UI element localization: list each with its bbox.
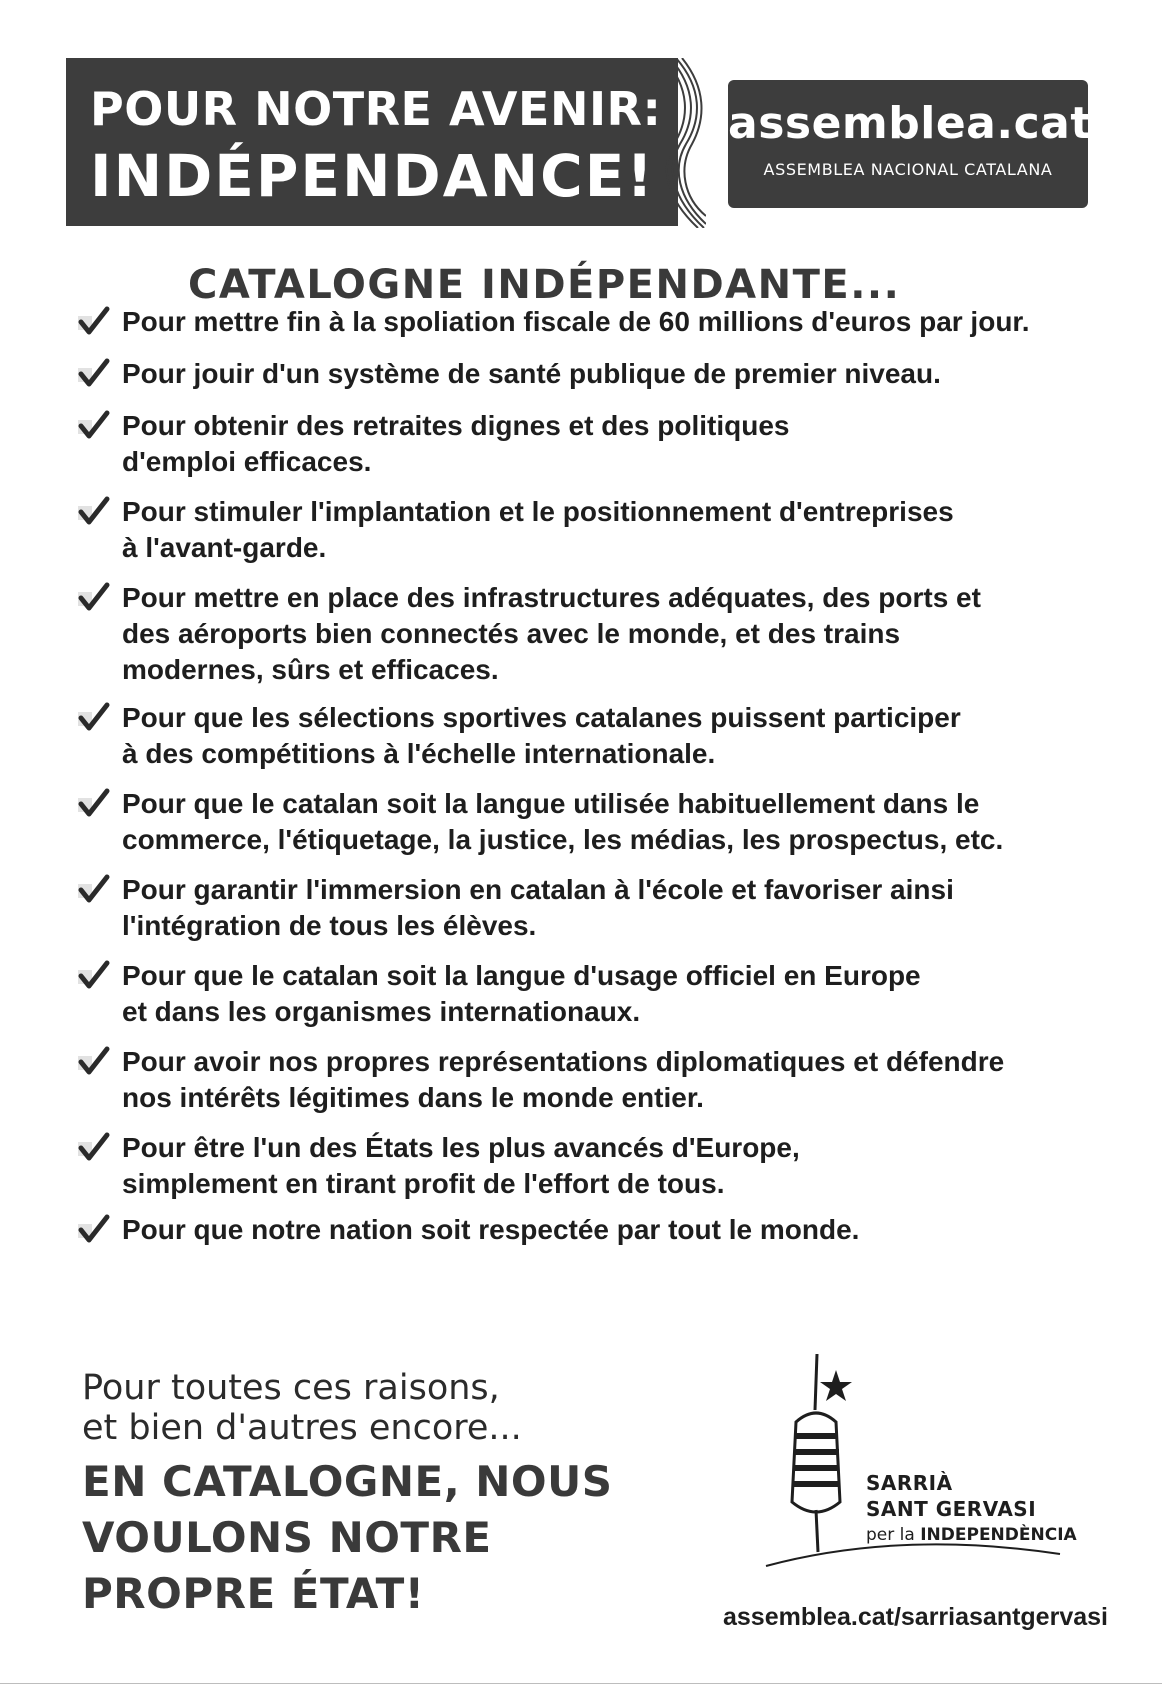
reason-text: Pour que le catalan soit la langue utilisée habituellement dans le commerce, l'étiquetage, la justice, les médias, les prospectus, etc. [122,788,1004,855]
reason-text: Pour jouir d'un système de santé publique de premier niveau. [122,358,941,389]
local-group-line-2: SANT GERVASI [866,1497,1037,1521]
check-mark-icon [78,1046,110,1076]
reason-text: Pour que les sélections sportives catalanes puissent participer à des compétitions à l'échelle internationale. [122,702,961,769]
reason-text: Pour que notre nation soit respectée par tout le monde. [122,1214,860,1245]
brand-name: assemblea.cat [728,98,1092,149]
check-mark-icon [78,410,110,440]
title-line-1: POUR NOTRE AVENIR: [90,82,662,136]
local-group-line-3 [866,1522,1077,1548]
local-group-line-3-strong: INDEPENDÈNCIA [920,1525,1077,1545]
closing-lead: Pour toutes ces raisons, et bien d'autres encore... [82,1368,522,1448]
check-mark-icon [78,1214,110,1244]
reason-text: Pour avoir nos propres représentations diplomatiques et défendre nos intérêts légitimes dans le monde entier. [122,1046,1005,1113]
title-banner [66,58,678,226]
reason-text: Pour stimuler l'implantation et le positionnement d'entreprises à l'avant-garde. [122,496,954,563]
closing-statement: EN CATALOGNE, NOUS VOULONS NOTRE PROPRE ÉTAT! [82,1457,613,1618]
local-group-line-1: SARRIÀ [866,1471,953,1495]
reason-text: Pour mettre fin à la spoliation fiscale de 60 millions d'euros par jour. [122,306,1030,337]
check-mark-icon [78,496,110,526]
check-mark-icon [78,306,110,336]
bottom-rule [0,1683,1162,1684]
local-group-url[interactable]: assemblea.cat/sarriasantgervasi [723,1603,1108,1631]
check-mark-icon [78,788,110,818]
check-mark-icon [78,582,110,612]
reason-text: Pour mettre en place des infrastructures adéquates, des ports et des aéroports bien connectés avec le monde, et des trains modernes, sûrs et efficaces. [122,582,981,685]
check-mark-icon [78,702,110,732]
check-mark-icon [78,1132,110,1162]
main-heading: CATALOGNE INDÉPENDANTE... [188,262,901,308]
check-mark-icon [78,960,110,990]
brand-subtitle: ASSEMBLEA NACIONAL CATALANA [763,160,1053,179]
reason-text: Pour obtenir des retraites dignes et des politiques d'emploi efficaces. [122,410,790,477]
check-mark-icon [78,358,110,388]
reason-text: Pour que le catalan soit la langue d'usage officiel en Europe et dans les organismes internationaux. [122,960,921,1027]
brand-banner [728,80,1092,208]
local-group-line-3-prefix: per la [866,1525,915,1545]
check-mark-icon [78,874,110,904]
banner-curves-icon [660,58,706,228]
title-line-2: INDÉPENDANCE! [90,142,655,210]
reason-text: Pour être l'un des États les plus avancés d'Europe, simplement en tirant profit de l'effort de tous. [122,1132,800,1199]
reason-text: Pour garantir l'immersion en catalan à l'école et favoriser ainsi l'intégration de tous les élèves. [122,874,954,941]
local-group-name [866,1470,1077,1548]
